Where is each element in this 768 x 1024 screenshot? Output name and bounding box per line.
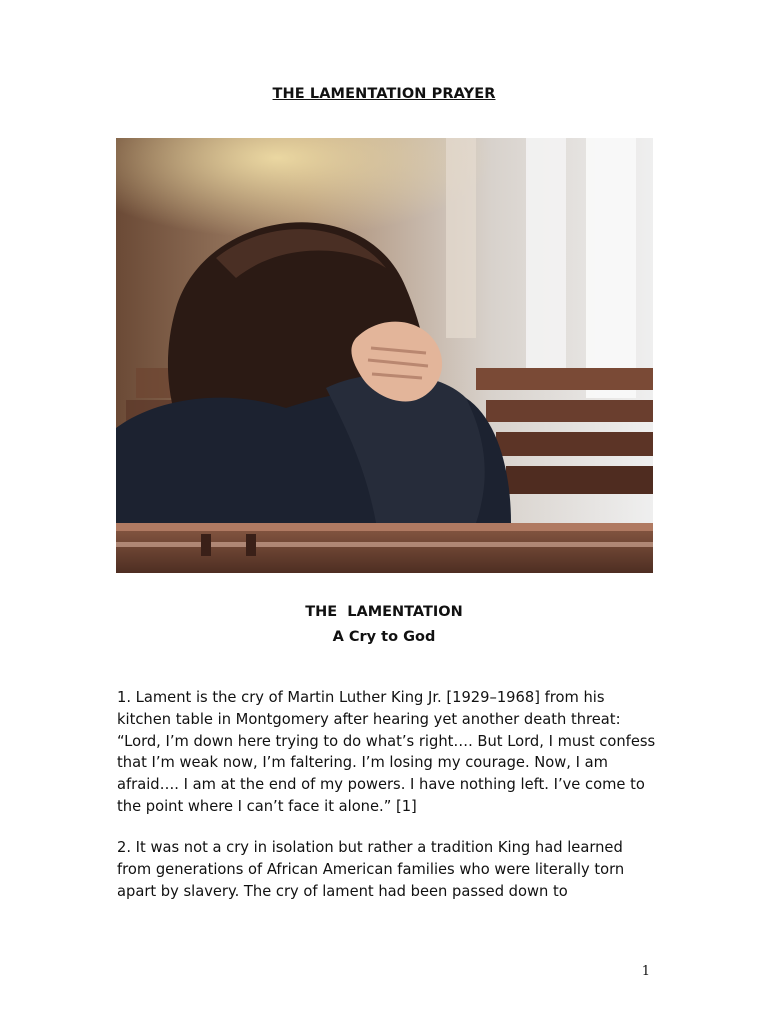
section-subheading: A Cry to God	[332, 629, 436, 645]
paragraph-2: 2. It was not a cry in isolation but rather a tradition King had learned from generations of African American families who were literally torn apart by slavery. The cry of lament had been passed down to	[117, 839, 625, 900]
photo-illustration	[116, 138, 653, 573]
page-number: 1	[641, 964, 650, 979]
paragraph-1: 1. Lament is the cry of Martin Luther King Jr. [1929–1968] from his kitchen table in Montgomery after hearing yet another death threat: “Lord, I’m down here trying to do what’s right…. But Lord, I must confess that I’m weak now, I’m faltering. I’m losing my courage. Now, I am afraid…. I am at the end of my powers. I have nothing left. I’ve come to the point where I can’t face it alone.” [1]	[117, 689, 656, 815]
section-heading: THE LAMENTATION	[305, 604, 463, 620]
praying-woman-photo	[116, 138, 653, 573]
document-title: THE LAMENTATION PRAYER	[272, 86, 496, 102]
